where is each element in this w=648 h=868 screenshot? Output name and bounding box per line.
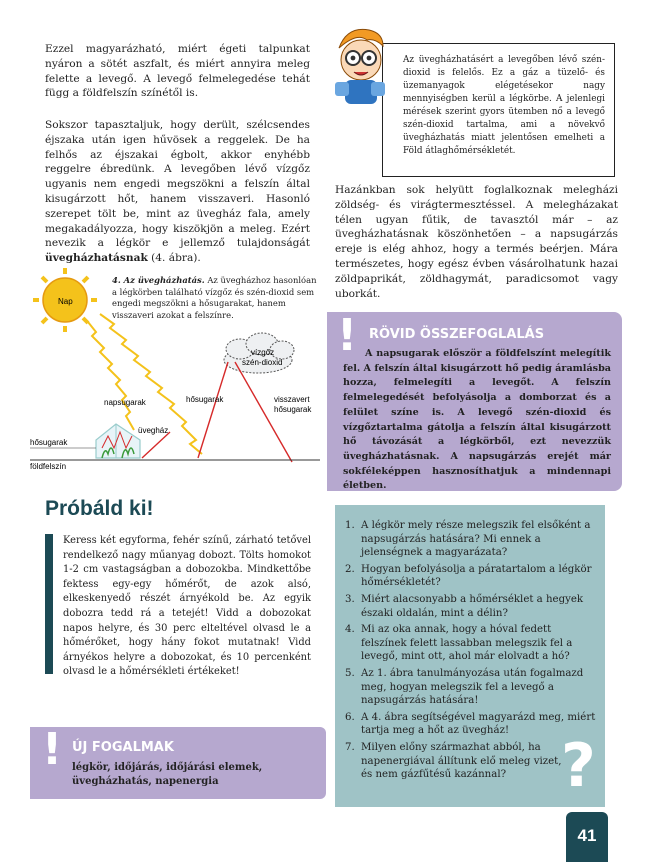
new-concepts-line-2: üvegházhatás, napenergia xyxy=(72,776,219,787)
reflected-label-2: hősugarak xyxy=(274,405,312,414)
exclamation-icon-2: ! xyxy=(42,724,63,775)
exclamation-icon: ! xyxy=(337,310,358,361)
figure-reference: (4. ábra). xyxy=(151,252,201,265)
sun-label: Nap xyxy=(58,297,73,306)
cloud-label-co2: szén-dioxid xyxy=(242,358,283,367)
question-7: 7. Milyen előny származhat abból, ha napenergiával állítunk elő meleg vizet, és nem gázfűtésű kazánnal? xyxy=(345,741,562,781)
info-box xyxy=(325,20,615,160)
question-3: 3. Miért alacsonyabb a hőmérséklet a hegyek északi oldalán, mint a délin? xyxy=(345,593,584,619)
new-concepts-title: ÚJ FOGALMAK xyxy=(72,740,174,755)
rays-label: napsugarak xyxy=(104,398,146,407)
heat-rays xyxy=(142,362,292,462)
summary-box xyxy=(327,312,622,491)
question-4: 4. Mi az oka annak, hogy a hóval fedett felszínek felett lassabban melegszik fel a levegő, mint ott, ahol már elolvadt a hó? xyxy=(345,624,573,663)
new-concepts-line-1: légkör, időjárás, időjárási elemek, xyxy=(72,762,263,773)
paragraph-text: Sokszor tapasztaljuk, hogy derült, szélcsendes éjszaka után igen hűvösek a reggelek. De ha felhős az éjszakai égbolt, akkor enyhébb reggelre ébredünk. A levegőben lévő vízgőz ugyanis nem engedi megszökni a felszín által kisugárzott hőt, hanem visszaveri. Hasonló szerepet tölt be, mint az üvegház fala, amely megakadályozza, hogy kiszökjön a meleg. Ezért nevezik a légkör e jellemző tulajdonságát xyxy=(45,119,310,250)
reflected-label-1: visszavert xyxy=(274,395,310,404)
summary-text: A napsugarak először a földfelszínt melegítik fel. A felszín által kisugárzott hő pedig áramlásba hozza, felmelegíti a levegőt. A felszín felmelegedését befolyásolja a domborzat és a felület színe is. A levegő szén-dioxid és vízgőztartalma gátolja a felszín által kisugárzott hő távozását a légkörből, ezt nevezzük üvegházhatásnak. A napsugárzás erejét már sokféleképpen hasznosíthatjuk a mindennapi életben. xyxy=(343,348,611,492)
question-5: 5. Az 1. ábra tanulmányozása után fogalmazd meg, hogyan melegszik fel a levegő a napsugárzás hatására! xyxy=(345,667,584,707)
try-it-bar xyxy=(45,534,53,674)
summary-title: RÖVID ÖSSZEFOGLALÁS xyxy=(369,327,545,342)
caption-text: Az üvegházhoz hasonlóan a légkörben található vízgőz és szén-dioxid sem engedi megszökni a hősugarakat, hanem visszaveri azokat a felszínre. xyxy=(112,275,317,320)
greenhouse-label: üvegház xyxy=(138,426,169,435)
new-concepts-list xyxy=(72,761,262,789)
try-it-heading: Próbáld ki! xyxy=(45,497,154,520)
question-mark-icon: ? xyxy=(561,731,596,801)
heat-small-label: hősugarak xyxy=(30,438,68,447)
page-number-tab xyxy=(566,812,608,862)
question-2: 2. Hogyan befolyásolja a páratartalom a légkör hőmérsékletét? xyxy=(345,563,592,589)
caption-number: 4. Az üvegházhatás. xyxy=(112,275,205,285)
ground-label: földfelszín xyxy=(30,462,67,471)
boy-with-glasses-icon xyxy=(325,20,395,120)
questions-box xyxy=(335,505,605,807)
page-number: 41 xyxy=(577,826,597,845)
try-it-text: Keress két egyforma, fehér színű, zárható tetővel rendelkező nagy műanyag dobozt. Tölts homokot 1-2 cm vastagságban a dobozokba. Mindkettőbe fektess egy-egy hőmérőt, de azok alsó, elkeskenyedő részét árnyékold be. Az egyik dobozra tedd rá a tetejét! Vidd a dobozokat napos helyre, és 30 perc elteltével olvasd le a hőmérőket, hogy hány fokot mutatnak! Vidd árnyékos helyre a dobozokat, és 10 percenként olvasd le a hőmérsékleti értékeket! xyxy=(63,535,311,678)
question-1: 1. A légkör mely része melegszik fel elsőként a napsugárzás hatására? Mi ennek a jelenségnek a magyarázata? xyxy=(345,520,591,559)
summary-header xyxy=(327,310,622,361)
paragraph-surface-color: Ezzel magyarázható, miért égeti talpunkat nyáron a sötét aszfalt, és miért annyira meleg felette a levegő. A levegő felmelegedése tehát függ a földfelszín színétől is. xyxy=(45,43,310,100)
info-box-text: Az üvegházhatásért a levegőben lévő szén-dioxid is felelős. Ez a gáz a tüzelő- és üzemanyagok elégetésekor nagy mennyiségben kerül a légkörbe. A jelenlegi mérések szerint gyors ütemben nő a levegő szén-dioxid tartalma, ami a növekvő üvegházhatás miatt jelentősen emelheti a Föld átlaghőmérsékletét. xyxy=(403,55,605,156)
term-greenhouse-effect: üvegházhatásnak xyxy=(45,252,148,265)
cloud-label-water-vapor: vízgőz xyxy=(251,348,275,357)
heat-rays-label: hősugarak xyxy=(186,395,224,404)
question-6: 6. A 4. ábra segítségével magyarázd meg, miért tartja meg a hőt az üvegház! xyxy=(345,711,596,737)
figure-greenhouse xyxy=(30,262,326,474)
new-concepts-box xyxy=(30,724,326,799)
paragraph-greenhouses-hungary: Hazánkban sok helyütt foglalkoznak melegházi zöldség- és virágtermesztéssel. A melegházakat télen ugyan fűtik, de tavasztól már – az üvegházhatásnak köszönhetően – a napsugárzás ereje is elég ahhoz, hogy a termés beérjen. Mára természetes, hogy egész évben vásárolhatunk hazai zöldpaprikát, zöldhagymát, paradicsomot vagy uborkát. xyxy=(335,184,618,300)
figure-caption xyxy=(112,275,318,321)
paragraph-greenhouse-effect xyxy=(45,118,310,266)
